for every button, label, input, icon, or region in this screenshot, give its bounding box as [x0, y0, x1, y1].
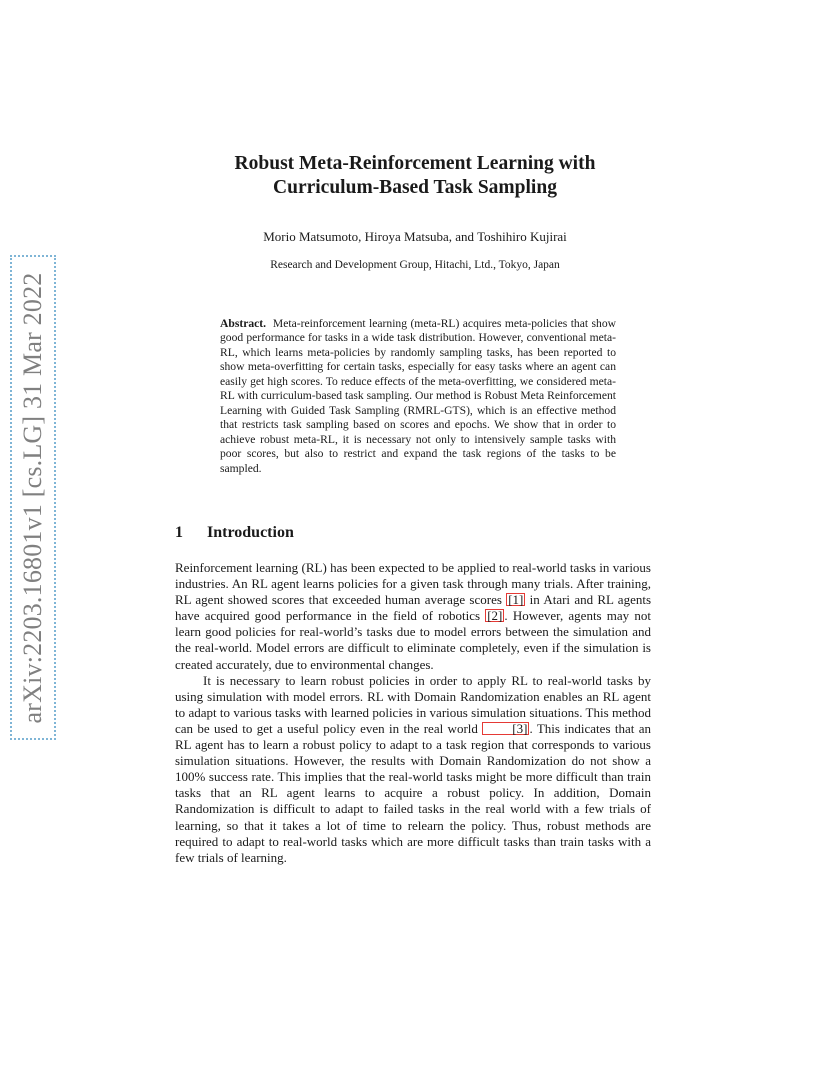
paragraph-1-text-b: in Atari and RL agents have acquired good performance in the field of robotics — [175, 592, 652, 624]
abstract-label: Abstract. — [220, 317, 267, 330]
abstract-text: Meta-reinforcement learning (meta-RL) acquires meta-policies that show good performance for tasks in a wide task distribution. However, conventional meta-RL, which learns meta-policies by randomly sampling tasks, has been reported to show meta-overfitting for certain tasks, especially for easy tasks where an agent can easily get high scores. To reduce effects of the meta-overfitting, we considered meta-RL with curriculum-based task sampling. Our method is Robust Meta Reinforcement Learning with Guided Task Sampling (RMRL-GTS), which is an effective method that restricts task sampling based on scores and epochs. We show that in order to achieve robust meta-RL, it is necessary not only to intensively sample tasks with poor scores, but also to restrict and expand the task regions of the tasks to be sampled. — [220, 317, 617, 475]
title-line-1: Robust Meta-Reinforcement Learning with — [234, 153, 596, 174]
section-number: 1 — [175, 524, 183, 541]
body-text — [175, 560, 651, 866]
paper-title — [165, 152, 665, 200]
abstract — [220, 317, 616, 476]
citation-link-3[interactable]: [3] — [482, 722, 529, 735]
arxiv-identifier: arXiv:2203.16801v1 [cs.LG] 31 Mar 2022 — [18, 272, 47, 723]
citation-link-2[interactable]: [2] — [487, 608, 503, 624]
arxiv-stamp — [10, 255, 56, 740]
paragraph-2-text-a: It is necessary to learn robust policies in order to apply RL to real-world tasks by using simulation with model errors. RL with Domain Randomization enables an RL agent to adapt to various tasks with learned policies in various simulation situations. This method can be used to get a useful policy even in the real world — [175, 672, 651, 736]
section-title: Introduction — [207, 524, 294, 541]
paragraph-1-text-c: . However, agents may not learn good policies for real-world’s tasks due to model errors between the simulation and the real-world. Model errors are difficult to eliminate completely, even if the simulation is created accurately, due to environmental changes. — [175, 608, 651, 672]
section-heading — [175, 524, 294, 542]
paragraph-2-text-b: . This indicates that an RL agent has to learn a robust policy to adapt to a task region that corresponds to various simulation situations. However, the results with Domain Randomization do not show a 100% success rate. This implies that the real-world tasks might be more difficult than train tasks that an RL agent learns to acquire a robust policy. In addition, Domain Randomization is difficult to adapt to failed tasks in the real world with a few trials of learning, so that it takes a lot of time to relearn the policy. Thus, robust methods are required to adapt to real-world tasks which are more difficult tasks than train tasks with a few trials of learning. — [175, 720, 651, 865]
paragraph-1-text-a: Reinforcement learning (RL) has been expected to be applied to real-world tasks in various industries. An RL agent learns policies for a given task through many trials. After training, RL agent showed scores that exceeded human average scores — [175, 560, 651, 608]
paragraph-1 — [175, 560, 651, 673]
affiliation: Research and Development Group, Hitachi, Ltd., Tokyo, Japan — [270, 259, 560, 271]
paragraph-2 — [175, 673, 651, 866]
title-line-2: Curriculum-Based Task Sampling — [273, 177, 557, 198]
authors: Morio Matsumoto, Hiroya Matsuba, and Toshihiro Kujirai — [263, 229, 567, 244]
citation-link-1[interactable]: [1] — [508, 592, 524, 608]
